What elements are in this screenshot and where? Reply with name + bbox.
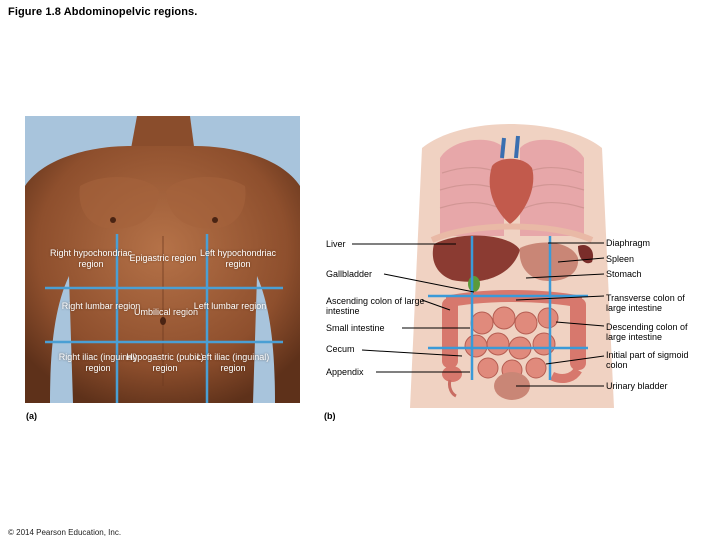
- region-epigastric: Epigastric region: [129, 253, 197, 263]
- label-descending-colon: Descending colon of large intestine: [606, 322, 688, 342]
- region-hypogastric: Hypogastric (pubic) region: [126, 352, 204, 373]
- region-right-lumbar: Right lumbar region: [61, 301, 141, 311]
- label-diaphragm: Diaphragm: [606, 238, 651, 248]
- figure-title: Figure 1.8 Abdominopelvic regions.: [8, 6, 198, 18]
- region-left-iliac: Left iliac (inguinal) region: [196, 352, 270, 373]
- region-right-iliac: Right iliac (inguinal) region: [58, 352, 138, 373]
- copyright-notice: © 2014 Pearson Education, Inc.: [8, 528, 122, 537]
- region-left-lumbar: Left lumbar region: [193, 301, 267, 311]
- label-urinary-bladder: Urinary bladder: [606, 381, 668, 391]
- panel-a-letter: (a): [26, 411, 37, 421]
- label-gallbladder: Gallbladder: [326, 269, 373, 279]
- label-spleen: Spleen: [606, 254, 635, 264]
- panel-b-letter: (b): [324, 411, 336, 421]
- region-right-hypochondriac: Right hypochondriac region: [49, 248, 133, 269]
- label-sigmoid-colon: Initial part of sigmoid colon: [606, 350, 689, 370]
- label-ascending-colon: Ascending colon of large intestine: [326, 296, 425, 316]
- label-small-intestine: Small intestine: [326, 323, 385, 333]
- region-umbilical: Umbilical region: [133, 307, 199, 317]
- label-appendix: Appendix: [326, 367, 364, 377]
- label-transverse-colon: Transverse colon of large intestine: [606, 293, 685, 313]
- region-left-hypochondriac: Left hypochondriac region: [199, 248, 277, 269]
- abdominal-organs-illustration: [392, 118, 635, 408]
- label-liver: Liver: [326, 239, 346, 249]
- label-cecum: Cecum: [326, 344, 355, 354]
- label-stomach: Stomach: [606, 269, 642, 279]
- organ-illustration-panel: [392, 118, 635, 408]
